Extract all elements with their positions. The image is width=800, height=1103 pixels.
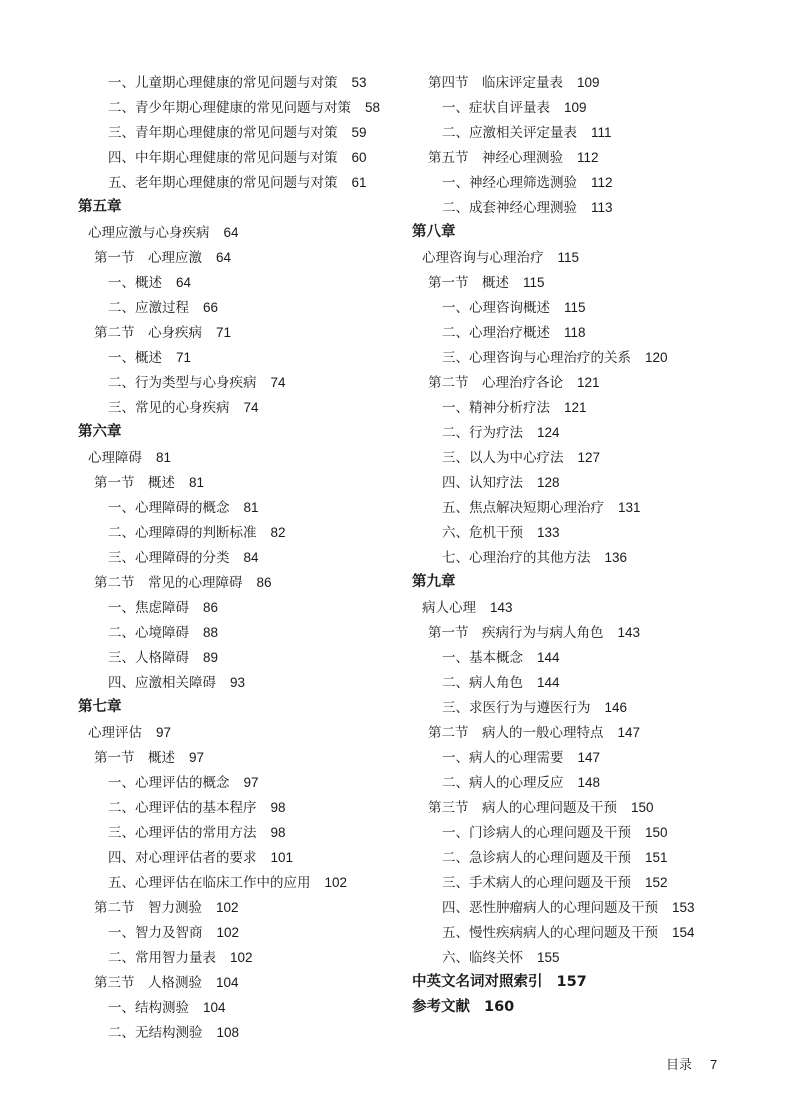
toc-subsection-entry[interactable] [412,520,752,545]
toc-subsection-entry[interactable] [412,545,752,570]
toc-entry-title: 二、急诊病人的心理问题及干预 [442,850,631,866]
toc-entry-page: 144 [537,650,560,665]
toc-chapter-title[interactable] [412,595,752,620]
toc-entry-page: 160 [484,999,515,1015]
toc-entry-title: 一、病人的心理需要 [442,750,564,766]
toc-section-entry[interactable] [78,245,398,270]
toc-entry-page: 155 [537,950,560,965]
toc-chapter-title[interactable] [412,245,752,270]
toc-entry-title: 三、手术病人的心理问题及干预 [442,875,631,891]
toc-subsection-entry[interactable] [412,695,752,720]
toc-chapter-heading[interactable] [412,220,752,245]
toc-subsection-entry[interactable] [412,295,752,320]
toc-appendix-entry[interactable] [412,995,752,1020]
toc-subsection-entry[interactable] [412,670,752,695]
toc-entry-title: 第七章 [78,699,122,715]
toc-subsection-entry[interactable] [412,895,752,920]
toc-entry-title: 二、无结构测验 [108,1025,203,1041]
toc-entry-title: 一、概述 [108,275,162,291]
toc-subsection-entry[interactable] [412,870,752,895]
toc-subsection-entry[interactable] [78,295,398,320]
toc-entry-page: 74 [270,375,286,390]
toc-entry-page: 133 [537,525,560,540]
toc-right-column [412,70,752,1020]
toc-entry-title: 七、心理治疗的其他方法 [442,550,591,566]
toc-entry-page: 81 [189,475,205,490]
toc-entry-page: 157 [556,974,587,990]
toc-entry-page: 112 [591,175,613,190]
toc-appendix-entry[interactable] [412,970,752,995]
toc-entry-title: 二、常用智力量表 [108,950,216,966]
toc-subsection-entry[interactable] [78,495,398,520]
toc-entry-page: 66 [203,300,219,315]
toc-entry-page: 109 [577,75,600,90]
toc-subsection-entry[interactable] [412,745,752,770]
toc-subsection-entry[interactable] [78,345,398,370]
toc-chapter-title[interactable] [78,445,398,470]
toc-subsection-entry[interactable] [78,395,398,420]
toc-subsection-entry[interactable] [412,445,752,470]
toc-entry-title: 第一节 概述 [94,475,175,491]
toc-entry-page: 151 [645,850,668,865]
toc-entry-page: 86 [256,575,272,590]
toc-subsection-entry[interactable] [78,120,398,145]
toc-entry-title: 一、概述 [108,350,162,366]
toc-subsection-entry[interactable] [78,370,398,395]
toc-entry-page: 150 [631,800,654,815]
toc-entry-title: 二、成套神经心理测验 [442,200,577,216]
toc-subsection-entry[interactable] [78,620,398,645]
toc-entry-page: 98 [270,825,286,840]
toc-entry-page: 131 [618,500,641,515]
toc-entry-title: 六、危机干预 [442,525,523,541]
toc-entry-page: 102 [324,875,348,890]
toc-entry-title: 一、精神分析疗法 [442,400,550,416]
toc-entry-title: 一、门诊病人的心理问题及干预 [442,825,631,841]
toc-entry-title: 二、青少年期心理健康的常见问题与对策 [108,100,351,116]
toc-entry-page: 86 [203,600,219,615]
toc-entry-title: 二、行为类型与心身疾病 [108,375,257,391]
toc-entry-page: 102 [216,925,240,940]
toc-left-column [78,70,398,1045]
toc-subsection-entry[interactable] [78,870,398,895]
toc-subsection-entry[interactable] [78,1020,398,1045]
toc-entry-title: 一、心理障碍的概念 [108,500,230,516]
toc-entry-page: 115 [523,275,545,290]
toc-subsection-entry[interactable] [412,170,752,195]
toc-entry-title: 一、焦虑障碍 [108,600,189,616]
toc-section-entry[interactable] [78,320,398,345]
toc-entry-page: 147 [577,750,601,765]
toc-entry-title: 一、心理评估的概念 [108,775,230,791]
toc-subsection-entry[interactable] [78,945,398,970]
toc-subsection-entry[interactable] [412,920,752,945]
toc-entry-title: 三、心理评估的常用方法 [108,825,257,841]
toc-entry-page: 74 [243,400,259,415]
toc-entry-title: 第六章 [78,424,122,440]
toc-entry-page: 109 [564,100,587,115]
toc-subsection-entry[interactable] [78,995,398,1020]
toc-subsection-entry[interactable] [78,545,398,570]
toc-entry-page: 152 [645,875,668,890]
toc-entry-page: 143 [490,600,513,615]
toc-entry-page: 124 [537,425,560,440]
toc-entry-title: 三、以人为中心疗法 [442,450,564,466]
toc-entry-page: 61 [351,175,367,190]
toc-entry-title: 一、智力及智商 [108,925,203,941]
toc-subsection-entry[interactable] [78,95,398,120]
toc-entry-page: 150 [645,825,668,840]
toc-subsection-entry[interactable] [78,520,398,545]
toc-entry-title: 四、应激相关障碍 [108,675,216,691]
toc-entry-title: 第一节 概述 [94,750,175,766]
toc-entry-title: 三、心理咨询与心理治疗的关系 [442,350,631,366]
toc-section-entry[interactable] [412,370,752,395]
toc-entry-page: 128 [537,475,560,490]
toc-entry-title: 三、心理障碍的分类 [108,550,230,566]
toc-entry-page: 71 [176,350,192,365]
toc-entry-title: 参考文献 [412,999,470,1015]
toc-chapter-title[interactable] [78,220,398,245]
toc-entry-title: 五、老年期心理健康的常见问题与对策 [108,175,338,191]
toc-entry-title: 五、焦点解决短期心理治疗 [442,500,604,516]
toc-entry-page: 97 [189,750,205,765]
toc-subsection-entry[interactable] [78,270,398,295]
toc-section-entry[interactable] [412,145,752,170]
toc-entry-page: 108 [216,1025,240,1040]
toc-subsection-entry[interactable] [412,645,752,670]
toc-entry-page: 104 [216,975,239,990]
toc-subsection-entry[interactable] [78,645,398,670]
footer-label: 目录 [666,1058,693,1073]
toc-entry-page: 111 [591,125,612,140]
toc-entry-page: 58 [365,100,381,115]
toc-entry-page: 144 [537,675,560,690]
toc-entry-title: 一、心理咨询概述 [442,300,550,316]
toc-entry-title: 二、应激相关评定量表 [442,125,577,141]
toc-entry-page: 148 [577,775,601,790]
toc-entry-title: 二、病人的心理反应 [442,775,564,791]
page-footer [666,1054,717,1073]
toc-entry-page: 120 [645,350,668,365]
toc-chapter-title[interactable] [78,720,398,745]
toc-entry-title: 五、慢性疾病病人的心理问题及干预 [442,925,658,941]
toc-entry-page: 102 [230,950,253,965]
toc-chapter-heading[interactable] [78,695,398,720]
toc-entry-page: 118 [564,325,586,340]
toc-entry-page: 64 [223,225,239,240]
toc-entry-page: 147 [617,725,641,740]
toc-entry-title: 三、青年期心理健康的常见问题与对策 [108,125,338,141]
toc-entry-title: 一、结构测验 [108,1000,189,1016]
toc-entry-title: 二、心理评估的基本程序 [108,800,257,816]
toc-section-entry[interactable] [412,270,752,295]
toc-section-entry[interactable] [412,720,752,745]
toc-entry-page: 81 [156,450,172,465]
toc-subsection-entry[interactable] [412,420,752,445]
toc-entry-page: 112 [577,150,599,165]
toc-entry-title: 第三节 人格测验 [94,975,202,991]
toc-entry-page: 53 [351,75,367,90]
toc-section-entry[interactable] [412,620,752,645]
toc-subsection-entry[interactable] [78,820,398,845]
toc-entry-title: 四、中年期心理健康的常见问题与对策 [108,150,338,166]
toc-subsection-entry[interactable] [78,670,398,695]
toc-entry-page: 146 [604,700,628,715]
toc-entry-page: 113 [591,200,613,215]
toc-entry-page: 121 [564,400,587,415]
toc-subsection-entry[interactable] [78,770,398,795]
toc-subsection-entry[interactable] [78,795,398,820]
toc-entry-title: 一、症状自评量表 [442,100,550,116]
toc-entry-title: 四、认知疗法 [442,475,523,491]
toc-entry-page: 88 [203,625,219,640]
toc-entry-title: 病人心理 [422,600,476,615]
toc-entry-title: 二、心理障碍的判断标准 [108,525,257,541]
toc-entry-title: 一、神经心理筛选测验 [442,175,577,191]
toc-entry-title: 第二节 心身疾病 [94,325,202,341]
toc-entry-title: 二、行为疗法 [442,425,523,441]
toc-section-entry[interactable] [78,470,398,495]
toc-entry-page: 154 [672,925,695,940]
toc-entry-title: 五、心理评估在临床工作中的应用 [108,875,311,891]
toc-subsection-entry[interactable] [412,470,752,495]
toc-entry-title: 心理应激与心身疾病 [88,225,210,240]
toc-entry-page: 121 [577,375,600,390]
toc-entry-title: 心理评估 [88,725,142,740]
toc-subsection-entry[interactable] [78,595,398,620]
toc-subsection-entry[interactable] [412,770,752,795]
toc-subsection-entry[interactable] [78,70,398,95]
toc-entry-title: 第二节 常见的心理障碍 [94,575,243,591]
toc-entry-title: 二、心理治疗概述 [442,325,550,341]
toc-subsection-entry[interactable] [412,320,752,345]
toc-entry-page: 59 [351,125,367,140]
toc-entry-page: 97 [243,775,259,790]
toc-subsection-entry[interactable] [412,495,752,520]
toc-entry-title: 六、临终关怀 [442,950,523,966]
toc-entry-page: 64 [176,275,192,290]
toc-subsection-entry[interactable] [412,345,752,370]
toc-subsection-entry[interactable] [412,95,752,120]
toc-entry-title: 第五章 [78,199,122,215]
toc-entry-page: 153 [672,900,695,915]
toc-entry-title: 第二节 病人的一般心理特点 [428,725,604,741]
toc-subsection-entry[interactable] [78,170,398,195]
toc-subsection-entry[interactable] [412,120,752,145]
toc-entry-page: 104 [203,1000,226,1015]
toc-section-entry[interactable] [78,970,398,995]
toc-subsection-entry[interactable] [412,845,752,870]
page-number: 7 [710,1057,718,1072]
toc-entry-title: 第一节 概述 [428,275,509,291]
toc-entry-title: 二、心境障碍 [108,625,189,641]
toc-entry-title: 中英文名词对照索引 [412,974,543,990]
toc-entry-title: 第一节 疾病行为与病人角色 [428,625,604,641]
toc-entry-page: 97 [156,725,172,740]
toc-entry-page: 60 [351,150,367,165]
toc-entry-title: 二、病人角色 [442,675,523,691]
toc-entry-title: 三、人格障碍 [108,650,189,666]
toc-subsection-entry[interactable] [412,945,752,970]
toc-subsection-entry[interactable] [78,145,398,170]
toc-entry-page: 143 [617,625,641,640]
toc-entry-page: 93 [230,675,246,690]
toc-section-entry[interactable] [78,745,398,770]
toc-entry-title: 心理咨询与心理治疗 [422,250,544,265]
toc-entry-page: 136 [604,550,628,565]
toc-section-entry[interactable] [412,70,752,95]
toc-entry-page: 101 [270,850,294,865]
toc-entry-page: 64 [216,250,232,265]
toc-entry-title: 第四节 临床评定量表 [428,75,563,91]
toc-entry-title: 一、儿童期心理健康的常见问题与对策 [108,75,338,91]
toc-chapter-heading[interactable] [78,195,398,220]
toc-entry-page: 127 [577,450,601,465]
toc-chapter-heading[interactable] [412,570,752,595]
toc-section-entry[interactable] [78,570,398,595]
toc-entry-title: 四、对心理评估者的要求 [108,850,257,866]
toc-entry-page: 82 [270,525,286,540]
toc-entry-title: 第二节 心理治疗各论 [428,375,563,391]
toc-section-entry[interactable] [412,795,752,820]
toc-entry-title: 第九章 [412,574,456,590]
toc-entry-page: 89 [203,650,219,665]
toc-section-entry[interactable] [78,895,398,920]
toc-subsection-entry[interactable] [412,395,752,420]
toc-subsection-entry[interactable] [412,195,752,220]
toc-entry-title: 第一节 心理应激 [94,250,202,266]
toc-entry-page: 71 [216,325,232,340]
toc-entry-title: 心理障碍 [88,450,142,465]
toc-entry-title: 三、常见的心身疾病 [108,400,230,416]
toc-entry-title: 一、基本概念 [442,650,523,666]
toc-entry-title: 二、应激过程 [108,300,189,316]
toc-subsection-entry[interactable] [78,920,398,945]
toc-entry-page: 115 [557,250,580,265]
toc-entry-page: 102 [216,900,239,915]
toc-entry-page: 81 [243,500,259,515]
toc-entry-page: 115 [564,300,586,315]
toc-chapter-heading[interactable] [78,420,398,445]
toc-entry-title: 第二节 智力测验 [94,900,202,916]
toc-subsection-entry[interactable] [78,845,398,870]
toc-entry-title: 三、求医行为与遵医行为 [442,700,591,716]
toc-entry-title: 第八章 [412,224,456,240]
toc-entry-title: 第五节 神经心理测验 [428,150,563,166]
toc-entry-page: 98 [270,800,286,815]
toc-entry-title: 第三节 病人的心理问题及干预 [428,800,617,816]
toc-entry-page: 84 [243,550,259,565]
toc-entry-title: 四、恶性肿瘤病人的心理问题及干预 [442,900,658,916]
toc-subsection-entry[interactable] [412,820,752,845]
